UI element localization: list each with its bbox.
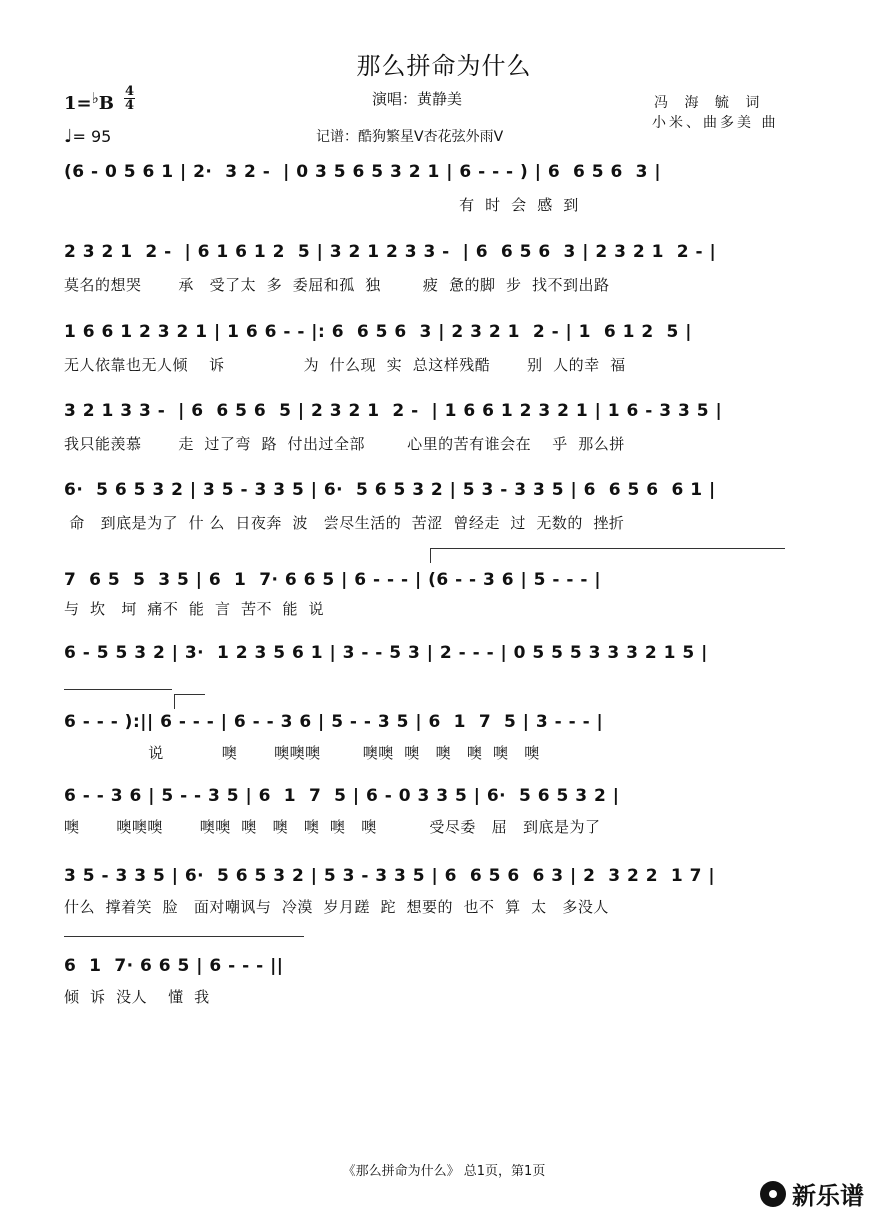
notation-line: (6 - 0 5 6 1 | 2· 3 2 - | 0 3 5 6 5 3 2 1 | 6 - - - ) | 6 6 5 6 3 | — [64, 162, 662, 182]
lyric-line: 与 坎 坷 痛不 能 言 苦不 能 说 — [64, 600, 325, 618]
lyric-line: 说 噢 噢噢噢 噢噢 噢 噢 噢 噢 噢 — [64, 744, 540, 762]
composer-credit: 小米、曲多美 曲 — [652, 115, 779, 131]
time-signature-bottom: 4 — [124, 98, 135, 113]
page-footer: 《那么拼命为什么》 总1页，第1页 — [342, 1164, 546, 1179]
lyric-line: 倾 诉 没人 懂 我 — [64, 988, 210, 1006]
page-title: 那么拼命为什么 — [356, 52, 532, 80]
notation-line: 6 - - 3 6 | 5 - - 3 5 | 6 1 7 5 | 6 - 0 3 3 5 | 6· 5 6 5 3 2 | — [64, 786, 620, 806]
notation-line: 3 5 - 3 3 5 | 6· 5 6 5 3 2 | 5 3 - 3 3 5 | 6 6 5 6 6 3 | 2 3 2 2 1 7 | — [64, 866, 716, 886]
quarter-note-icon: ♩ — [64, 126, 73, 147]
notation-line: 7 6 5 5 3 5 | 6 1 7· 6 6 5 | 6 - - - | (6 - - 3 6 | 5 - - - | — [64, 570, 602, 590]
lyric-line: 无人依靠也无人倾 诉 为 什么现 实 总这样残酷 别 人的幸 福 — [64, 356, 626, 374]
volta-line-top — [64, 936, 304, 937]
flat-symbol: ♭ — [91, 89, 99, 107]
singer-credit: 演唱：黄静美 — [372, 90, 463, 108]
vinyl-record-icon — [760, 1181, 786, 1207]
lyric-line: 噢 噢噢噢 噢噢 噢 噢 噢 噢 噢 受尽委 屈 到底是为了 — [64, 818, 601, 836]
brand-name: 新乐谱 — [792, 1182, 864, 1210]
tempo-value: = 95 — [72, 127, 112, 146]
lyric-line: 有 时 会 感 到 — [64, 196, 579, 214]
notation-line: 2 3 2 1 2 - | 6 1 6 1 2 5 | 3 2 1 2 3 3 - | 6 6 5 6 3 | 2 3 2 1 2 - | — [64, 242, 717, 262]
key-prefix: 1= — [64, 93, 92, 114]
tempo-marking — [64, 126, 111, 147]
lyric-line: 我只能羡慕 走 过了弯 路 付出过全部 心里的苦有谁会在 乎 那么拼 — [64, 435, 625, 453]
scribe-credit: 记谱：酷狗繁星V杏花弦外雨V — [316, 129, 504, 145]
lyricist-credit: 冯 海 毓 词 — [654, 95, 766, 111]
lyric-line: 莫名的想哭 承 受了太 多 委屈和孤 独 疲 惫的脚 步 找不到出路 — [64, 276, 610, 294]
volta-continuation-line — [64, 689, 172, 690]
notation-line: 6 1 7· 6 6 5 | 6 - - - || — [64, 956, 284, 976]
notation-line: 6· 5 6 5 3 2 | 3 5 - 3 3 5 | 6· 5 6 5 3 2 | 5 3 - 3 3 5 | 6 6 5 6 6 1 | — [64, 480, 716, 500]
notation-line: 3 2 1 3 3 - | 6 6 5 6 5 | 2 3 2 1 2 - | 1 6 6 1 2 3 2 1 | 1 6 - 3 3 5 | — [64, 401, 723, 421]
time-signature-top: 4 — [124, 84, 135, 99]
lyric-line: 命 到底是为了 什 么 日夜奔 波 尝尽生活的 苦涩 曾经走 过 无数的 挫折 — [64, 514, 625, 532]
key-signature — [64, 89, 114, 114]
brand-logo — [760, 1176, 864, 1211]
key-note: B — [98, 93, 114, 114]
first-ending-bracket — [430, 548, 785, 563]
second-ending-bracket — [174, 694, 205, 709]
lyric-line: 什么 撑着笑 脸 面对嘲讽与 冷漠 岁月蹉 跎 想要的 也不 算 太 多没人 — [64, 898, 609, 916]
notation-line: 6 - - - ):|| 6 - - - | 6 - - 3 6 | 5 - - 3 5 | 6 1 7 5 | 3 - - - | — [64, 712, 604, 732]
notation-line: 6 - 5 5 3 2 | 3· 1 2 3 5 6 1 | 3 - - 5 3 | 2 - - - | 0 5 5 5 3 3 3 2 1 5 | — [64, 643, 708, 663]
time-signature — [124, 86, 135, 111]
notation-line: 1 6 6 1 2 3 2 1 | 1 6 6 - - |: 6 6 5 6 3 | 2 3 2 1 2 - | 1 6 1 2 5 | — [64, 322, 692, 342]
